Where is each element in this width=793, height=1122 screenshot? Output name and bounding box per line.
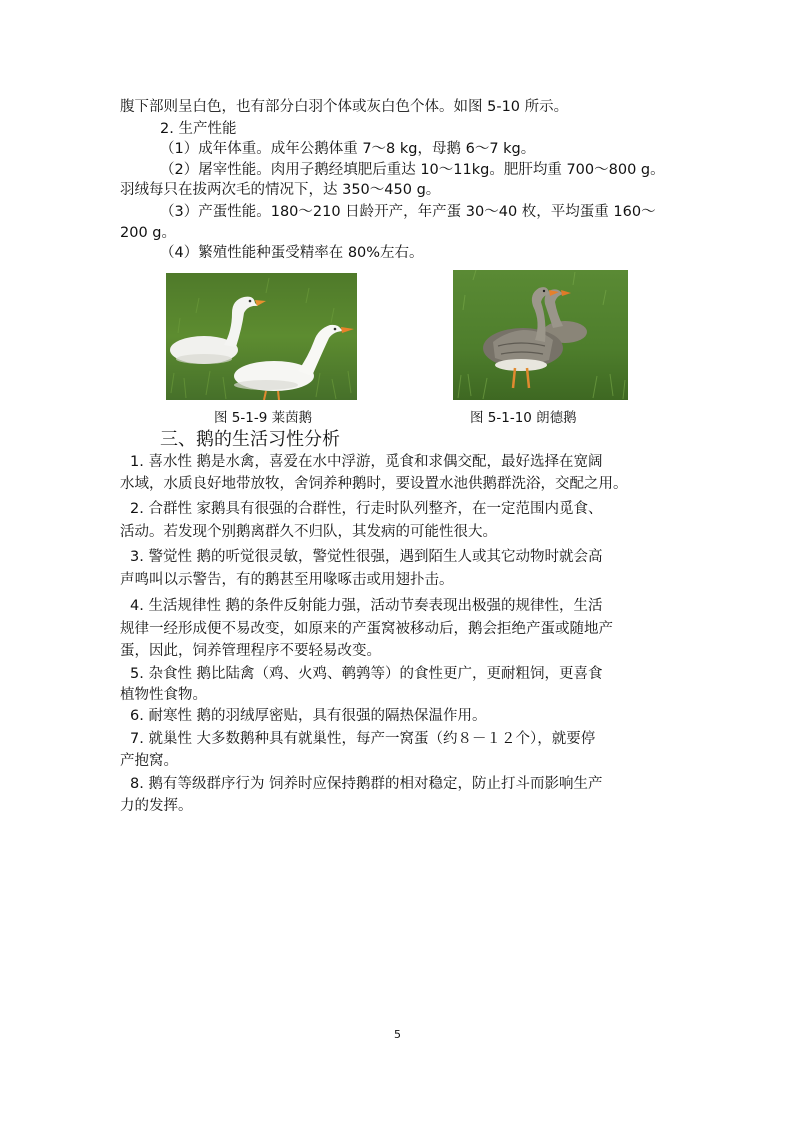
text-line: 腹下部则呈白色，也有部分白羽个体或灰白色个体。如图 5-10 所示。: [120, 99, 569, 115]
text-line: 羽绒每只在拔两次毛的情况下，达 350～450 g。: [120, 182, 441, 198]
text-line: 产抱窝。: [120, 753, 178, 769]
text-line: 2. 合群性 家鹅具有很强的合群性，行走时队列整齐，在一定范围内觅食、: [130, 501, 603, 517]
text-line: 1. 喜水性 鹅是水禽，喜爱在水中浮游，觅食和求偶交配，最好选择在宽阔: [130, 454, 603, 470]
text-line: （3）产蛋性能。180～210 日龄开产，年产蛋 30～40 枚，平均蛋重 160～: [160, 204, 656, 220]
text-line: 声鸣叫以示警告，有的鹅甚至用喙啄击或用翅扑击。: [120, 572, 454, 588]
text-line: 8. 鹅有等级群序行为 饲养时应保持鹅群的相对稳定，防止打斗而影响生产: [130, 776, 603, 792]
text-line: 蛋，因此，饲养管理程序不要轻易改变。: [120, 643, 381, 659]
page-number: 5: [394, 1028, 401, 1041]
text-line: 规律一经形成便不易改变，如原来的产蛋窝被移动后，鹅会拒绝产蛋或随地产: [120, 621, 613, 637]
text-line: （1）成年体重。成年公鹅体重 7～8 kg，母鹅 6～7 kg。: [160, 141, 536, 157]
text-line: 3. 警觉性 鹅的听觉很灵敏，警觉性很强，遇到陌生人或其它动物时就会高: [130, 549, 603, 565]
section-title: 三、鹅的生活习性分析: [160, 429, 340, 450]
text-line: 5. 杂食性 鹅比陆禽（鸡、火鸡、鹌鹑等）的食性更广，更耐粗饲，更喜食: [130, 666, 603, 682]
rhine-geese-image: [166, 273, 357, 400]
text-line: 4. 生活规律性 鹅的条件反射能力强，活动节奏表现出极强的规律性，生活: [130, 598, 603, 614]
landes-geese-image: [453, 270, 628, 400]
subheading: 2. 生产性能: [160, 121, 237, 137]
text-line: 200 g。: [120, 225, 176, 241]
text-line: （2）屠宰性能。肉用子鹅经填肥后重达 10～11kg。肥肝均重 700～800 g。: [160, 162, 665, 178]
text-line: 活动。若发现个别鹅离群久不归队，其发病的可能性很大。: [120, 524, 497, 540]
text-line: 7. 就巢性 大多数鹅种具有就巢性，每产一窝蛋（约８－１２个），就要停: [130, 731, 596, 747]
figure-caption: 图 5-1-10 朗德鹅: [470, 410, 577, 426]
text-line: 植物性食物。: [120, 687, 207, 703]
text-line: 水域，水质良好地带放牧，舍饲养种鹅时，要设置水池供鹅群洗浴，交配之用。: [120, 476, 628, 492]
figure-photo-rhine-geese: [166, 273, 357, 400]
figure-photo-landes-geese: [453, 270, 628, 400]
figure-caption: 图 5-1-9 莱茵鹅: [214, 410, 313, 426]
text-line: （4）繁殖性能种蛋受精率在 80%左右。: [160, 245, 424, 261]
text-line: 力的发挥。: [120, 798, 193, 814]
text-line: 6. 耐寒性 鹅的羽绒厚密贴，具有很强的隔热保温作用。: [130, 708, 487, 724]
